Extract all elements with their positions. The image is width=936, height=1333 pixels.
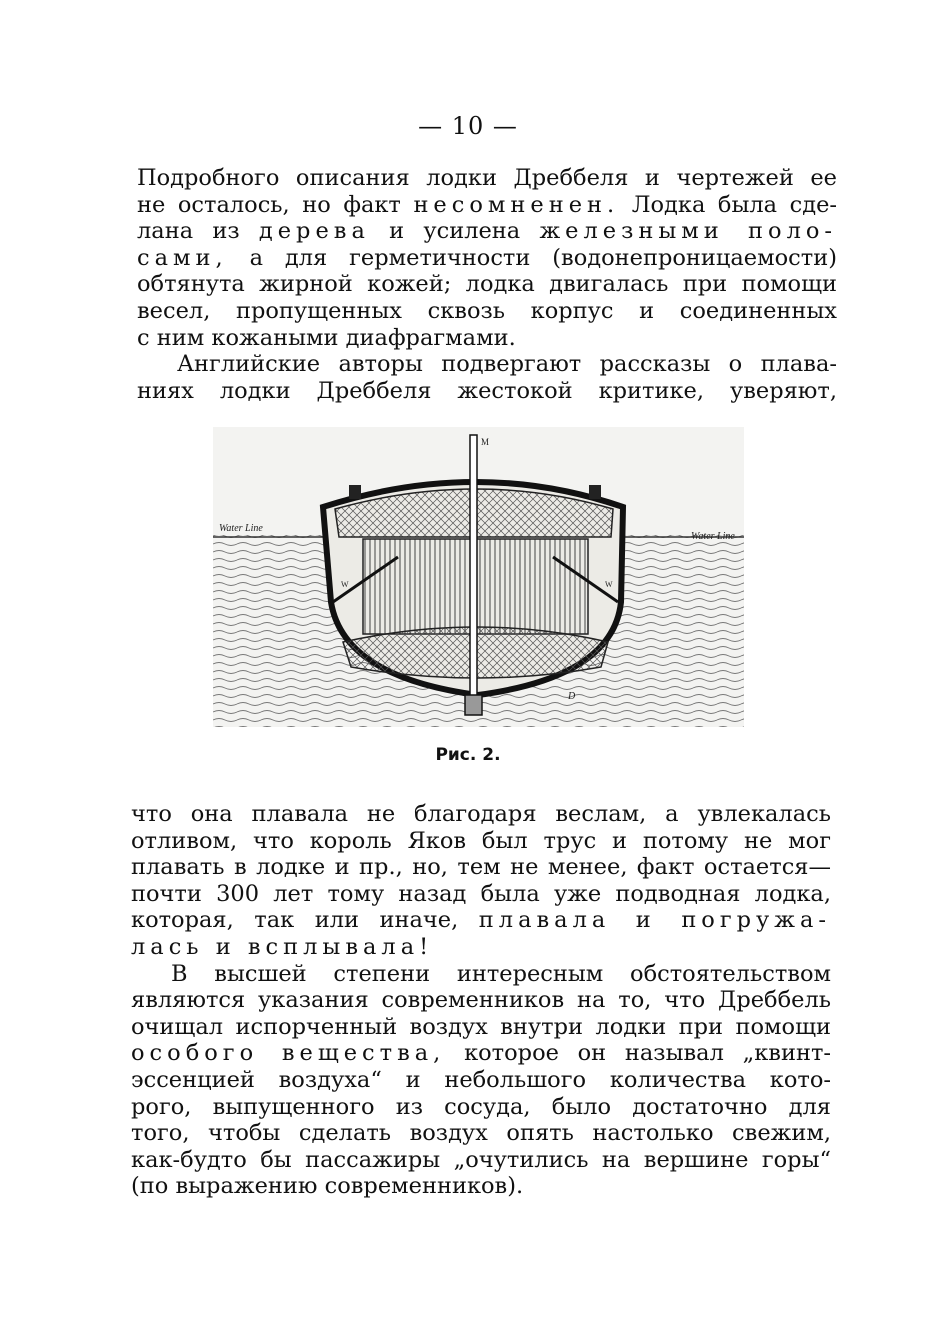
- paragraph-block-top: [137, 165, 837, 404]
- text-fragment: лана из: [137, 218, 240, 245]
- text-line: Английские авторы подвергают рассказы о плава-: [177, 351, 837, 378]
- spaced-text: сами,: [137, 244, 228, 271]
- text-line: что она плавала не благодаря веслам, а увлекалась: [131, 801, 831, 827]
- text-line: почти 300 лет тому назад была уже подводная лодка,: [131, 880, 831, 907]
- text-line: эссенцией воздуха“ и небольшого количества кото-: [131, 1066, 831, 1093]
- text-line: [131, 934, 831, 961]
- text-fragment: а для герметичности (водонепроницаемости): [249, 244, 837, 271]
- submarine-cross-section-figure: [213, 427, 744, 727]
- text-line: обтянута жирной кожей; лодка двигалась при помощи: [137, 271, 837, 298]
- spaced-text: несомненен.: [413, 191, 620, 218]
- text-line: рого, выпущенного из сосуда, было достаточно для: [131, 1093, 831, 1120]
- text-line: [137, 245, 837, 272]
- text-line: весел, пропущенных сквозь корпус и соединенных: [137, 297, 837, 324]
- text-fragment: не осталось, но факт: [137, 191, 401, 218]
- water-line-label-right: Water Line: [691, 531, 735, 542]
- spaced-text: плавала и погружа-: [478, 907, 832, 934]
- spaced-text: железными поло-: [539, 218, 838, 245]
- text-line: отливом, что король Яков был трус и потому не мог: [131, 827, 831, 854]
- text-line: [131, 1040, 831, 1067]
- text-line: плавать в лодке и пр., но, тем не менее, факт остается—: [131, 854, 831, 881]
- label-w-right: W: [605, 580, 613, 589]
- text-line: как-будто бы пассажиры „очутились на вершине горы“: [131, 1146, 831, 1173]
- label-d: D: [568, 691, 576, 702]
- keel: [465, 695, 482, 715]
- text-fragment: Лодка была сде-: [631, 191, 837, 218]
- water-line-label-left: Water Line: [219, 523, 263, 534]
- text-line: ниях лодки Дреббеля жестокой критике, уверяют,: [137, 377, 837, 404]
- page-number: — 10 —: [418, 112, 518, 140]
- hatch-right: [589, 485, 601, 499]
- text-line: Подробного описания лодки Дреббеля и чертежей ее: [137, 165, 837, 191]
- figure-caption: Рис. 2.: [435, 745, 501, 765]
- hatch-left: [349, 485, 361, 499]
- text-fragment: которое он называл „квинт-: [464, 1040, 832, 1067]
- submarine-illustration: [213, 427, 744, 727]
- label-w-left: W: [341, 580, 349, 589]
- text-line: являются указания современников на то, что Дреббель: [131, 987, 831, 1014]
- text-line: [137, 192, 837, 219]
- text-line: В высшей степени интересным обстоятельством: [171, 960, 831, 987]
- paragraph-block-bottom: [131, 801, 831, 1200]
- text-fragment: и усилена: [389, 218, 521, 245]
- spaced-text: особого вещества,: [131, 1040, 446, 1067]
- text-fragment: которая, так или иначе,: [131, 907, 459, 934]
- text-line: [131, 907, 831, 934]
- spaced-text: дерева: [258, 218, 370, 245]
- text-line: с ним кожаными диафрагмами.: [137, 324, 516, 351]
- text-line: [137, 218, 837, 245]
- text-line: (по выражению современников).: [131, 1173, 524, 1200]
- text-line: того, чтобы сделать воздух опять настолько свежим,: [131, 1120, 831, 1147]
- text-line: очищал испорченный воздух внутри лодки при помощи: [131, 1013, 831, 1040]
- mast: [470, 435, 477, 697]
- spaced-text: лась и всплывала!: [131, 933, 434, 960]
- label-m: M: [481, 437, 490, 447]
